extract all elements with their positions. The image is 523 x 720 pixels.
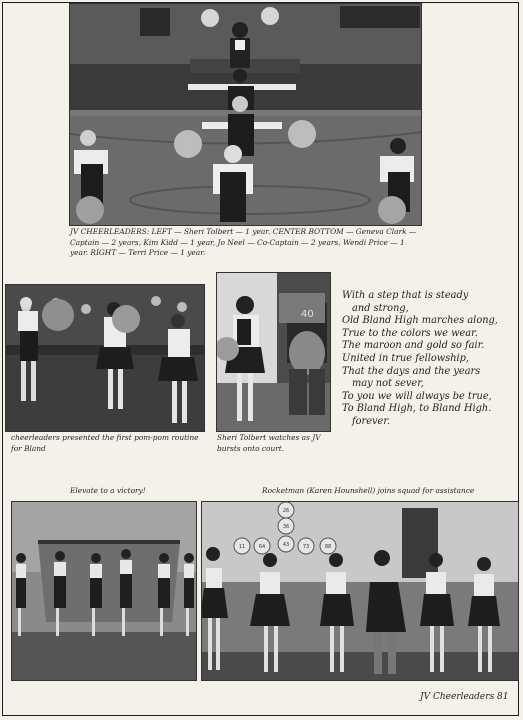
caption-top-photo: JV CHEERLEADERS: LEFT — Sheri Tolbert — 1 year. CENTER BOTTOM — Geneva Clark — Captain — 2 years, Kim Kidd — 1 year, Jo Neel — Co-Captain — 2 years, Wendi Price — 1 year. RIGHT — Terri Price — 1 year. — [70, 227, 417, 257]
photo-cheerleader-pyramid — [69, 3, 422, 226]
caption-bottom-left: Elevate to a victory! — [70, 486, 146, 495]
scoreboard-number: 26 — [282, 508, 290, 514]
scoreboard-number: 36 — [282, 524, 290, 530]
poem-line: True to the colors we wear. — [342, 327, 478, 339]
poem-line: may not sever, — [352, 378, 424, 390]
poem-line: Old Bland High marches along, — [342, 315, 498, 327]
photo-elevate-to-victory — [11, 501, 197, 681]
scoreboard-number: 64 — [258, 544, 266, 550]
page-folio: JV Cheerleaders 81 — [420, 692, 509, 702]
rocketman-illustration — [202, 502, 519, 681]
photo-jv-bursts-onto-court — [216, 272, 331, 432]
school-song-poem — [342, 290, 498, 429]
jersey-number: 40 — [301, 309, 314, 320]
elevate-illustration — [12, 502, 197, 681]
poem-line: The maroon and gold so fair. — [342, 340, 485, 352]
poem-line: To Bland High, to Bland High. — [342, 403, 492, 415]
poem-line: United in true fellowship, — [342, 352, 470, 364]
caption-middle-left: cheerleaders presented the first pom-pom routine for Bland — [11, 433, 199, 453]
jv-bursts-illustration — [217, 273, 331, 432]
scoreboard-number: 43 — [282, 542, 290, 548]
poem-line: With a step that is steady — [342, 290, 469, 301]
caption-bottom-right: Rocketman (Karen Hounshell) joins squad for assistance — [262, 486, 475, 495]
poem-line: That the days and the years — [342, 365, 481, 377]
photo-pom-pom-routine — [5, 284, 205, 432]
pom-pom-routine-illustration — [6, 285, 205, 432]
pyramid-illustration — [70, 4, 422, 226]
scoreboard-number: 73 — [302, 544, 310, 550]
scoreboard-number: 11 — [238, 544, 246, 550]
poem-line: To you we will always be true, — [342, 390, 492, 402]
poem-line: forever. — [352, 415, 391, 427]
scoreboard-number: 88 — [324, 544, 332, 550]
caption-middle-right: Sheri Tolbert watches as JV bursts onto court. — [217, 433, 321, 453]
poem-line: and strong, — [352, 302, 409, 314]
photo-rocketman-joins-squad — [201, 501, 519, 681]
